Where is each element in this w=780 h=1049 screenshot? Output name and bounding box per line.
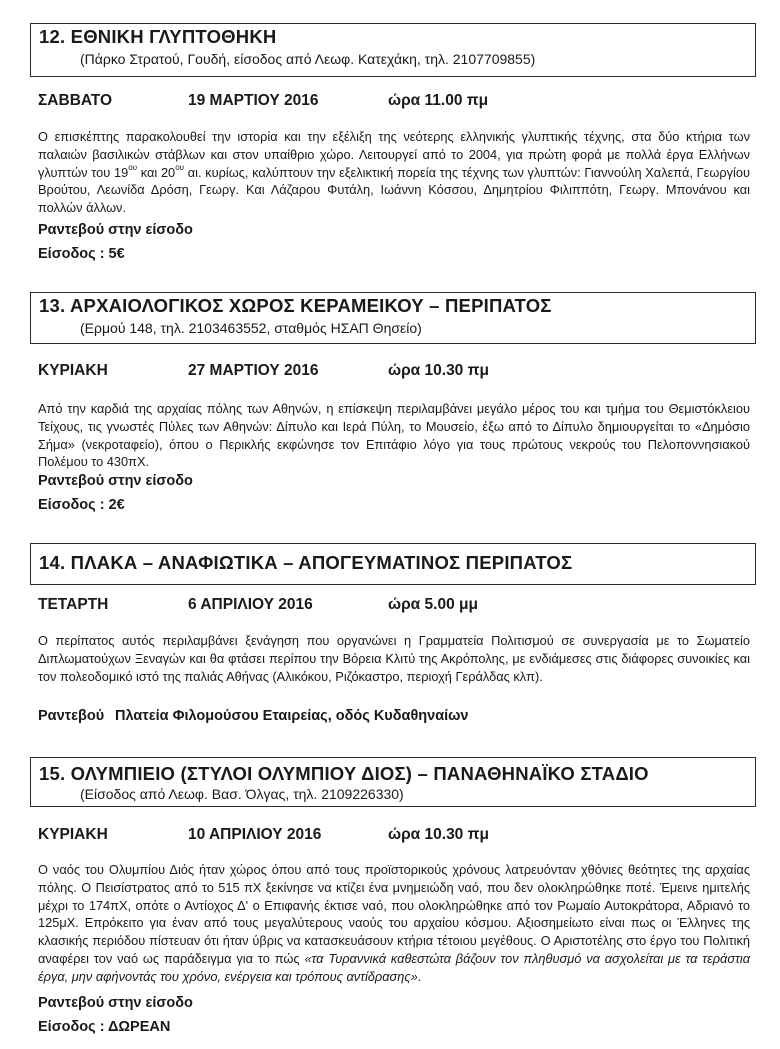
ordinal-suffix: ου [175,163,185,173]
event-schedule [38,826,738,846]
event-15-header-box [30,757,756,807]
event-title: 13. ΑΡΧΑΙΟΛΟΓΙΚΟΣ ΧΩΡΟΣ ΚΕΡΑΜΕΙΚΟΥ – ΠΕΡΙΠΑΤΟΣ [39,295,552,316]
event-date: 27 ΜΑΡΤΙΟΥ 2016 [188,362,319,379]
event-date: 6 ΑΠΡΙΛΙΟΥ 2016 [188,596,313,613]
event-meeting-point: Ραντεβού στην είσοδο [38,995,193,1011]
event-title: 14. ΠΛΑΚΑ – ΑΝΑΦΙΩΤΙΚΑ – ΑΠΟΓΕΥΜΑΤΙΝΟΣ ΠΕΡΙΠΑΤΟΣ [39,552,573,573]
event-entry-fee: Είσοδος : ΔΩΡΕΑΝ [38,1019,171,1035]
event-day: ΚΥΡΙΑΚΗ [38,362,108,379]
event-date: 19 ΜΑΡΤΙΟΥ 2016 [188,92,319,109]
event-time: ώρα 10.30 πμ [388,826,489,843]
ordinal-suffix: ου [128,163,138,173]
event-meeting-point: Ραντεβού στην είσοδο [38,473,193,489]
meeting-label: Ραντεβού [38,708,105,724]
aristotle-quote: «τα Τυραννικά καθεστώτα βάζουν τον πληθυσμό να ασχολείται με τα τεράστια έργα, μην αφήνοντάς του χρόνο, ενέργεια και τρόπους αντίδρασης» [38,950,750,984]
event-day: ΣΑΒΒΑΤΟ [38,92,113,109]
event-time: ώρα 11.00 πμ [388,92,489,109]
event-day: ΚΥΡΙΑΚΗ [38,826,108,843]
event-12-header-box [30,23,756,77]
event-date: 10 ΑΠΡΙΛΙΟΥ 2016 [188,826,322,843]
event-13-header-box [30,292,756,344]
event-description [38,861,750,986]
event-meeting-point [38,708,738,724]
event-address: (Ερμού 148, τηλ. 2103463552, σταθμός ΗΣΑΠ Θησείο) [80,320,422,336]
event-schedule [38,596,738,616]
event-meeting-point: Ραντεβού στην είσοδο [38,222,193,238]
event-schedule [38,92,738,112]
event-address: (Είσοδος από Λεωφ. Βασ. Όλγας, τηλ. 2109226330) [80,786,404,802]
event-title: 12. ΕΘΝΙΚΗ ΓΛΥΠΤΟΘΗΚΗ [39,26,277,47]
meeting-place: Πλατεία Φιλομούσου Εταιρείας, οδός Κυδαθηναίων [115,708,469,724]
event-title: 15. ΟΛΥΜΠΙΕΙΟ (ΣΤΥΛΟΙ ΟΛΥΜΠΙΟΥ ΔΙΟΣ) – ΠΑΝΑΘΗΝΑΪΚΟ ΣΤΑΔΙΟ [39,763,649,784]
event-time: ώρα 10.30 πμ [388,362,489,379]
description-part: Ο ναός του Ολυμπίου Διός ήταν χώρος όπου από τους προϊστορικούς χρόνους λατρευόνταν χθόνιες θεότητες της αρχαίας πόλης. Ο Πεισίστρατος από το 515 πΧ ξεκίνησε να κτίζει ένα μνημειώδη ναό, που δεν ολοκληρώθηκε ποτέ. Έμεινε ημιτελής μέχρι το 174πΧ, οπότε ο Αντίοχος Δ' ο Επιφανής έκτισε ναό, που ολοκληρώθηκε από τον Ρωμαίο Αυτοκράτορα, Αδριανό το 125μΧ. Επρόκειτο για έναν από τους μεγαλύτερους ναούς του αρχαίου κόσμου. Αξιοσημείωτο είναι πως οι Έλληνες της κλασικής περιόδου πίστευαν ότι ήταν ύβρις να κατασκευάσουν κτήρια τέτοιου μεγέθους. Ο Αριστοτέλης στο έργο του Πολιτική αναφέρει τον ναό ως παράδειγμα για το πώς [38,862,750,966]
event-schedule [38,362,738,382]
event-entry-fee: Είσοδος : 5€ [38,246,125,262]
event-description: Ο περίπατος αυτός περιλαμβάνει ξενάγηση που οργανώνει η Γραμματεία Πολιτισμού σε συνεργασία με το Σωματείο Διπλωματούχων Ξεναγών και θα φτάσει περίπου την Βόρεια Κλιτύ της Ακρόπολης, με ενδιάμεσες στις διάφορες συνοικίες και τον πολεοδομικό ιστό της παλιάς Αθήνας (Αλικόκου, Ριζόκαστρο, περιοχή Γεράλδας κλπ). [38,633,750,684]
event-address: (Πάρκο Στρατού, Γουδή, είσοδος από Λεωφ. Κατεχάκη, τηλ. 2107709855) [80,51,536,67]
event-description [38,128,750,217]
description-part: Ο επισκέπτης παρακολουθεί την ιστορία και την εξέλιξη της νεότερης ελληνικής γλυπτικής τέχνης, στα δύο κτήρια των παλαιών βασιλικών στάβλων και στον υπαίθριο χώρο. Λειτουργεί από το 2004, για πρώτη φορά με πολλά έργα Ελλήνων γλυπτών του 19 [38,129,750,180]
event-time: ώρα 5.00 μμ [388,596,478,613]
event-entry-fee: Είσοδος : 2€ [38,497,125,513]
event-14-header-box [30,543,756,585]
description-part: και 20 [137,164,176,180]
event-description: Από την καρδιά της αρχαίας πόλης των Αθηνών, η επίσκεψη περιλαμβάνει μεγάλο μέρος του και τμήμα του Θεμιστόκλειου Τείχους, τις γνωστές Πύλες των Αθηνών: Δίπυλο και Ιερά Πύλη, το Μουσείο, έξω από το Δίπυλο δημιουργείται το «Δημόσιο Σήμα» (νεκροταφείο), όπου ο Περικλής εκφώνησε τον Επιτάφιο λόγο για τους πρώτους νεκρούς του Πελοποννησιακού Πολέμου το 430πΧ. [38,401,750,470]
description-part: αι. κυρίως, καλύπτουν την εξελικτική πορεία της τέχνης των γλυπτών: Γιαννούλη Χαλεπά, Γεωργίου Βρούτου, Λεωνίδα Δρόση, Γεωργ. Και Λάζαρου Φυτάλη, Ιωάννη Κόσσου, Δημητρίου Φιλιππότη, Γεωργ. Μπονάνου και πολλών άλλων. [38,164,750,216]
description-part: . [417,968,422,984]
event-day: ΤΕΤΑΡΤΗ [38,596,109,613]
